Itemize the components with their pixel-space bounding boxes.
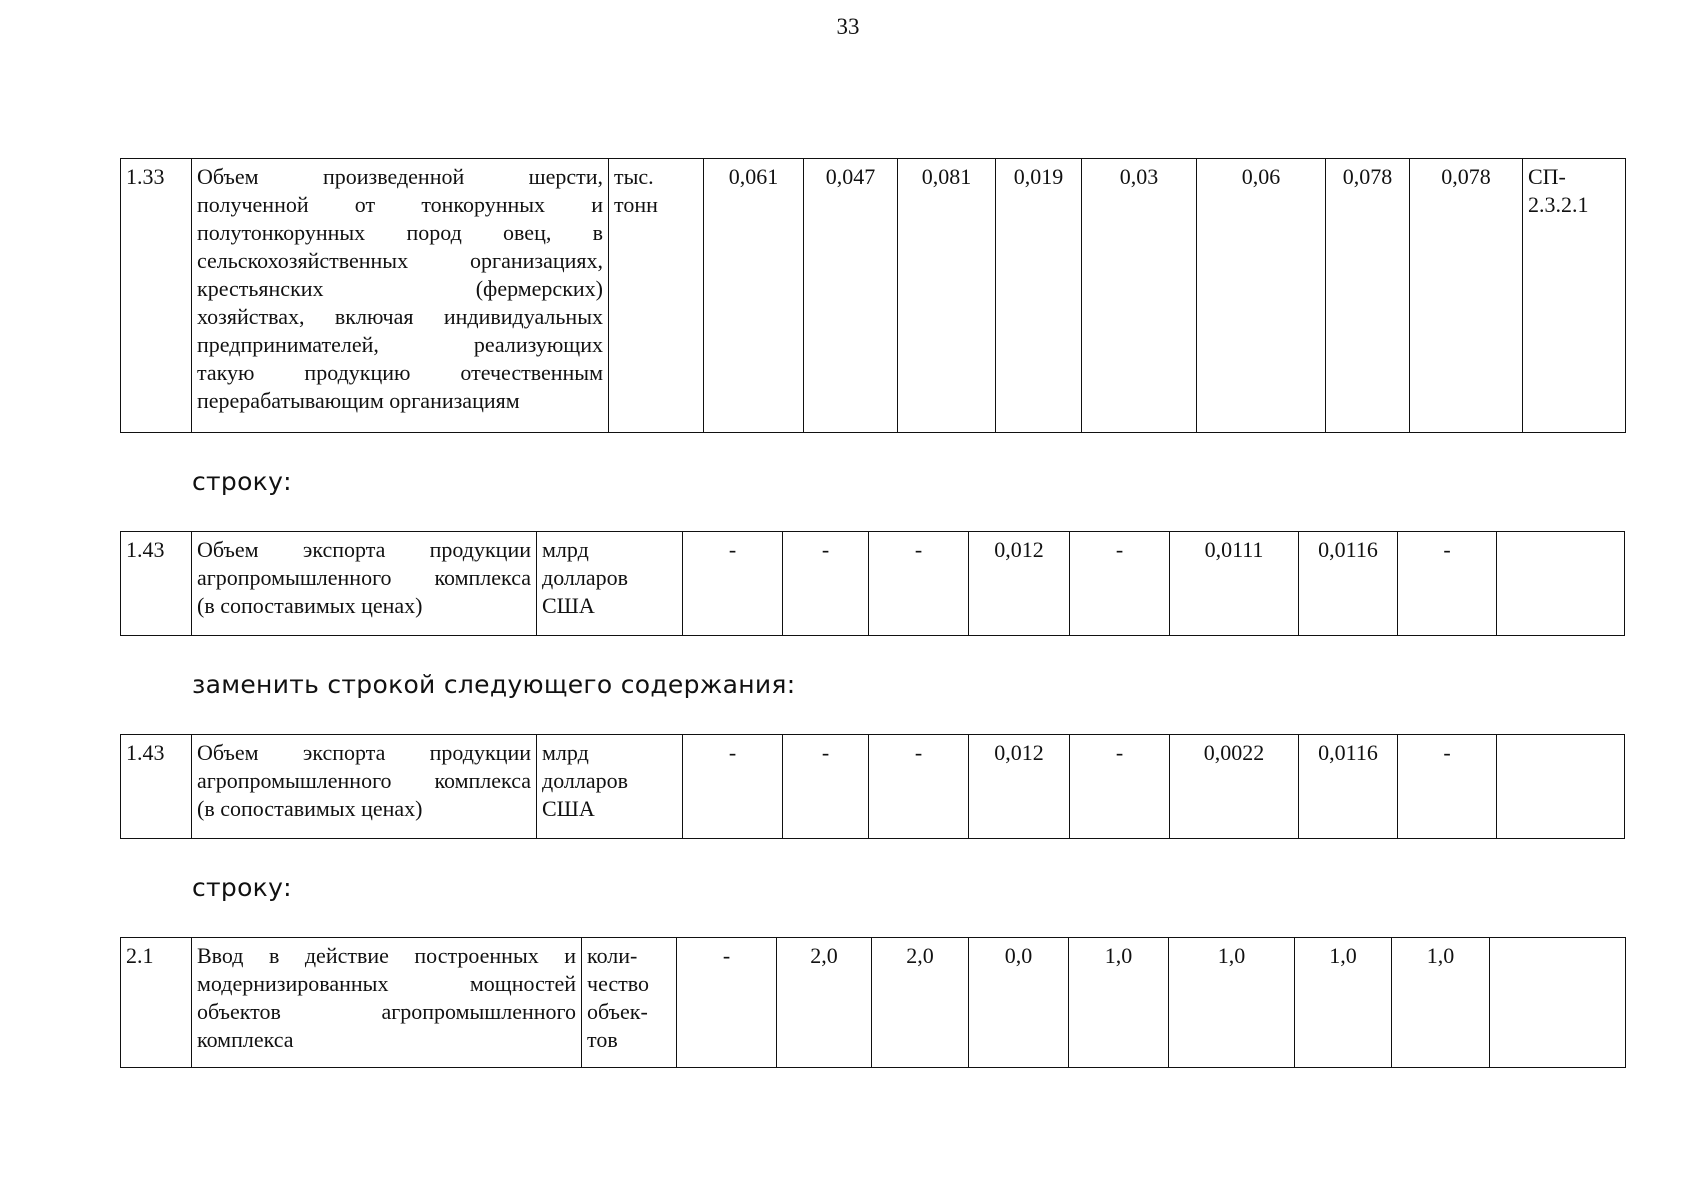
description-line: полученной от тонкорунных и xyxy=(197,192,603,217)
value-cell: - xyxy=(683,735,783,839)
row-source xyxy=(1497,532,1625,636)
row-code: 1.43 xyxy=(121,532,192,636)
value-cell: - xyxy=(783,532,869,636)
value-cell: 0,0 xyxy=(969,938,1069,1068)
description-line: хозяйствах, включая индивидуальных xyxy=(197,304,603,329)
row-description xyxy=(192,938,582,1068)
description-line: Ввод в действие построенных и xyxy=(197,943,576,968)
value-cell: - xyxy=(1398,532,1497,636)
page-number: 33 xyxy=(836,14,860,39)
value-cell: - xyxy=(683,532,783,636)
description-line: предпринимателей, реализующих xyxy=(197,332,603,357)
table-row xyxy=(121,159,1626,433)
value-cell: 1,0 xyxy=(1392,938,1490,1068)
description-line: объектов агропромышленного xyxy=(197,999,576,1024)
value-cell: - xyxy=(869,532,969,636)
value-cell: - xyxy=(1070,532,1170,636)
value-cell: 1,0 xyxy=(1069,938,1169,1068)
row-unit xyxy=(537,532,683,636)
row-unit xyxy=(582,938,677,1068)
row-code: 1.33 xyxy=(121,159,192,433)
value-cell: 0,012 xyxy=(969,735,1070,839)
value-cell: 0,06 xyxy=(1197,159,1326,433)
value-cell: - xyxy=(1070,735,1170,839)
description-line: перерабатывающим организациям xyxy=(197,388,520,413)
value-cell: 2,0 xyxy=(872,938,969,1068)
value-cell: - xyxy=(677,938,777,1068)
value-cell: 0,0022 xyxy=(1170,735,1299,839)
description-line: комплекса xyxy=(197,1027,294,1052)
unit-line: тов xyxy=(587,1027,618,1052)
description-line: крестьянских (фермерских) xyxy=(197,276,603,301)
description-line: такую продукцию отечественным xyxy=(197,360,603,385)
description-line: модернизированных мощностей xyxy=(197,971,576,996)
row-unit xyxy=(537,735,683,839)
unit-line: долларов xyxy=(542,565,629,590)
unit-line: тыс. xyxy=(614,164,654,189)
row-source xyxy=(1497,735,1625,839)
value-cell: 0,0116 xyxy=(1299,532,1398,636)
heading-stroku: строку: xyxy=(192,873,292,902)
description-line: Объем экспорта продукции xyxy=(197,740,531,765)
unit-line: США xyxy=(542,593,595,618)
description-line: агропромышленного комплекса xyxy=(197,565,531,590)
description-line: Объем произведенной шерсти, xyxy=(197,164,603,189)
description-line: Объем экспорта продукции xyxy=(197,537,531,562)
row-unit xyxy=(609,159,704,433)
unit-line: США xyxy=(542,796,595,821)
description-line: сельскохозяйственных организациях, xyxy=(197,248,603,273)
value-cell: - xyxy=(783,735,869,839)
unit-line: млрд xyxy=(542,740,589,765)
value-cell: - xyxy=(1398,735,1497,839)
value-cell: 0,078 xyxy=(1326,159,1410,433)
table-row xyxy=(121,938,1626,1068)
unit-line: долларов xyxy=(542,768,629,793)
value-cell: 0,0116 xyxy=(1299,735,1398,839)
indicator-table-4 xyxy=(120,937,1626,1068)
row-source xyxy=(1490,938,1626,1068)
value-cell: - xyxy=(869,735,969,839)
row-code: 2.1 xyxy=(121,938,192,1068)
row-description xyxy=(192,159,609,433)
unit-line: объек- xyxy=(587,999,648,1024)
heading-stroku: строку: xyxy=(192,467,292,496)
description-line: (в сопоставимых ценах) xyxy=(197,796,423,821)
description-line: полутонкорунных пород овец, в xyxy=(197,220,603,245)
value-cell: 0,081 xyxy=(898,159,996,433)
value-cell: 0,061 xyxy=(704,159,804,433)
indicator-table-1 xyxy=(120,158,1626,433)
source-line: 2.3.2.1 xyxy=(1528,192,1589,217)
unit-line: тонн xyxy=(614,192,658,217)
row-code: 1.43 xyxy=(121,735,192,839)
table-row xyxy=(121,735,1625,839)
unit-line: коли- xyxy=(587,943,638,968)
value-cell: 0,078 xyxy=(1410,159,1523,433)
source-line: СП- xyxy=(1528,164,1566,189)
value-cell: 0,0111 xyxy=(1170,532,1299,636)
value-cell: 2,0 xyxy=(777,938,872,1068)
row-description xyxy=(192,735,537,839)
table-row xyxy=(121,532,1625,636)
row-source xyxy=(1523,159,1626,433)
value-cell: 0,019 xyxy=(996,159,1082,433)
description-line: (в сопоставимых ценах) xyxy=(197,593,423,618)
indicator-table-3 xyxy=(120,734,1625,839)
unit-line: млрд xyxy=(542,537,589,562)
value-cell: 0,012 xyxy=(969,532,1070,636)
indicator-table-2 xyxy=(120,531,1625,636)
heading-replace: заменить строкой следующего содержания: xyxy=(192,670,796,699)
value-cell: 0,047 xyxy=(804,159,898,433)
description-line: агропромышленного комплекса xyxy=(197,768,531,793)
value-cell: 1,0 xyxy=(1169,938,1295,1068)
value-cell: 1,0 xyxy=(1295,938,1392,1068)
value-cell: 0,03 xyxy=(1082,159,1197,433)
row-description xyxy=(192,532,537,636)
unit-line: чество xyxy=(587,971,649,996)
